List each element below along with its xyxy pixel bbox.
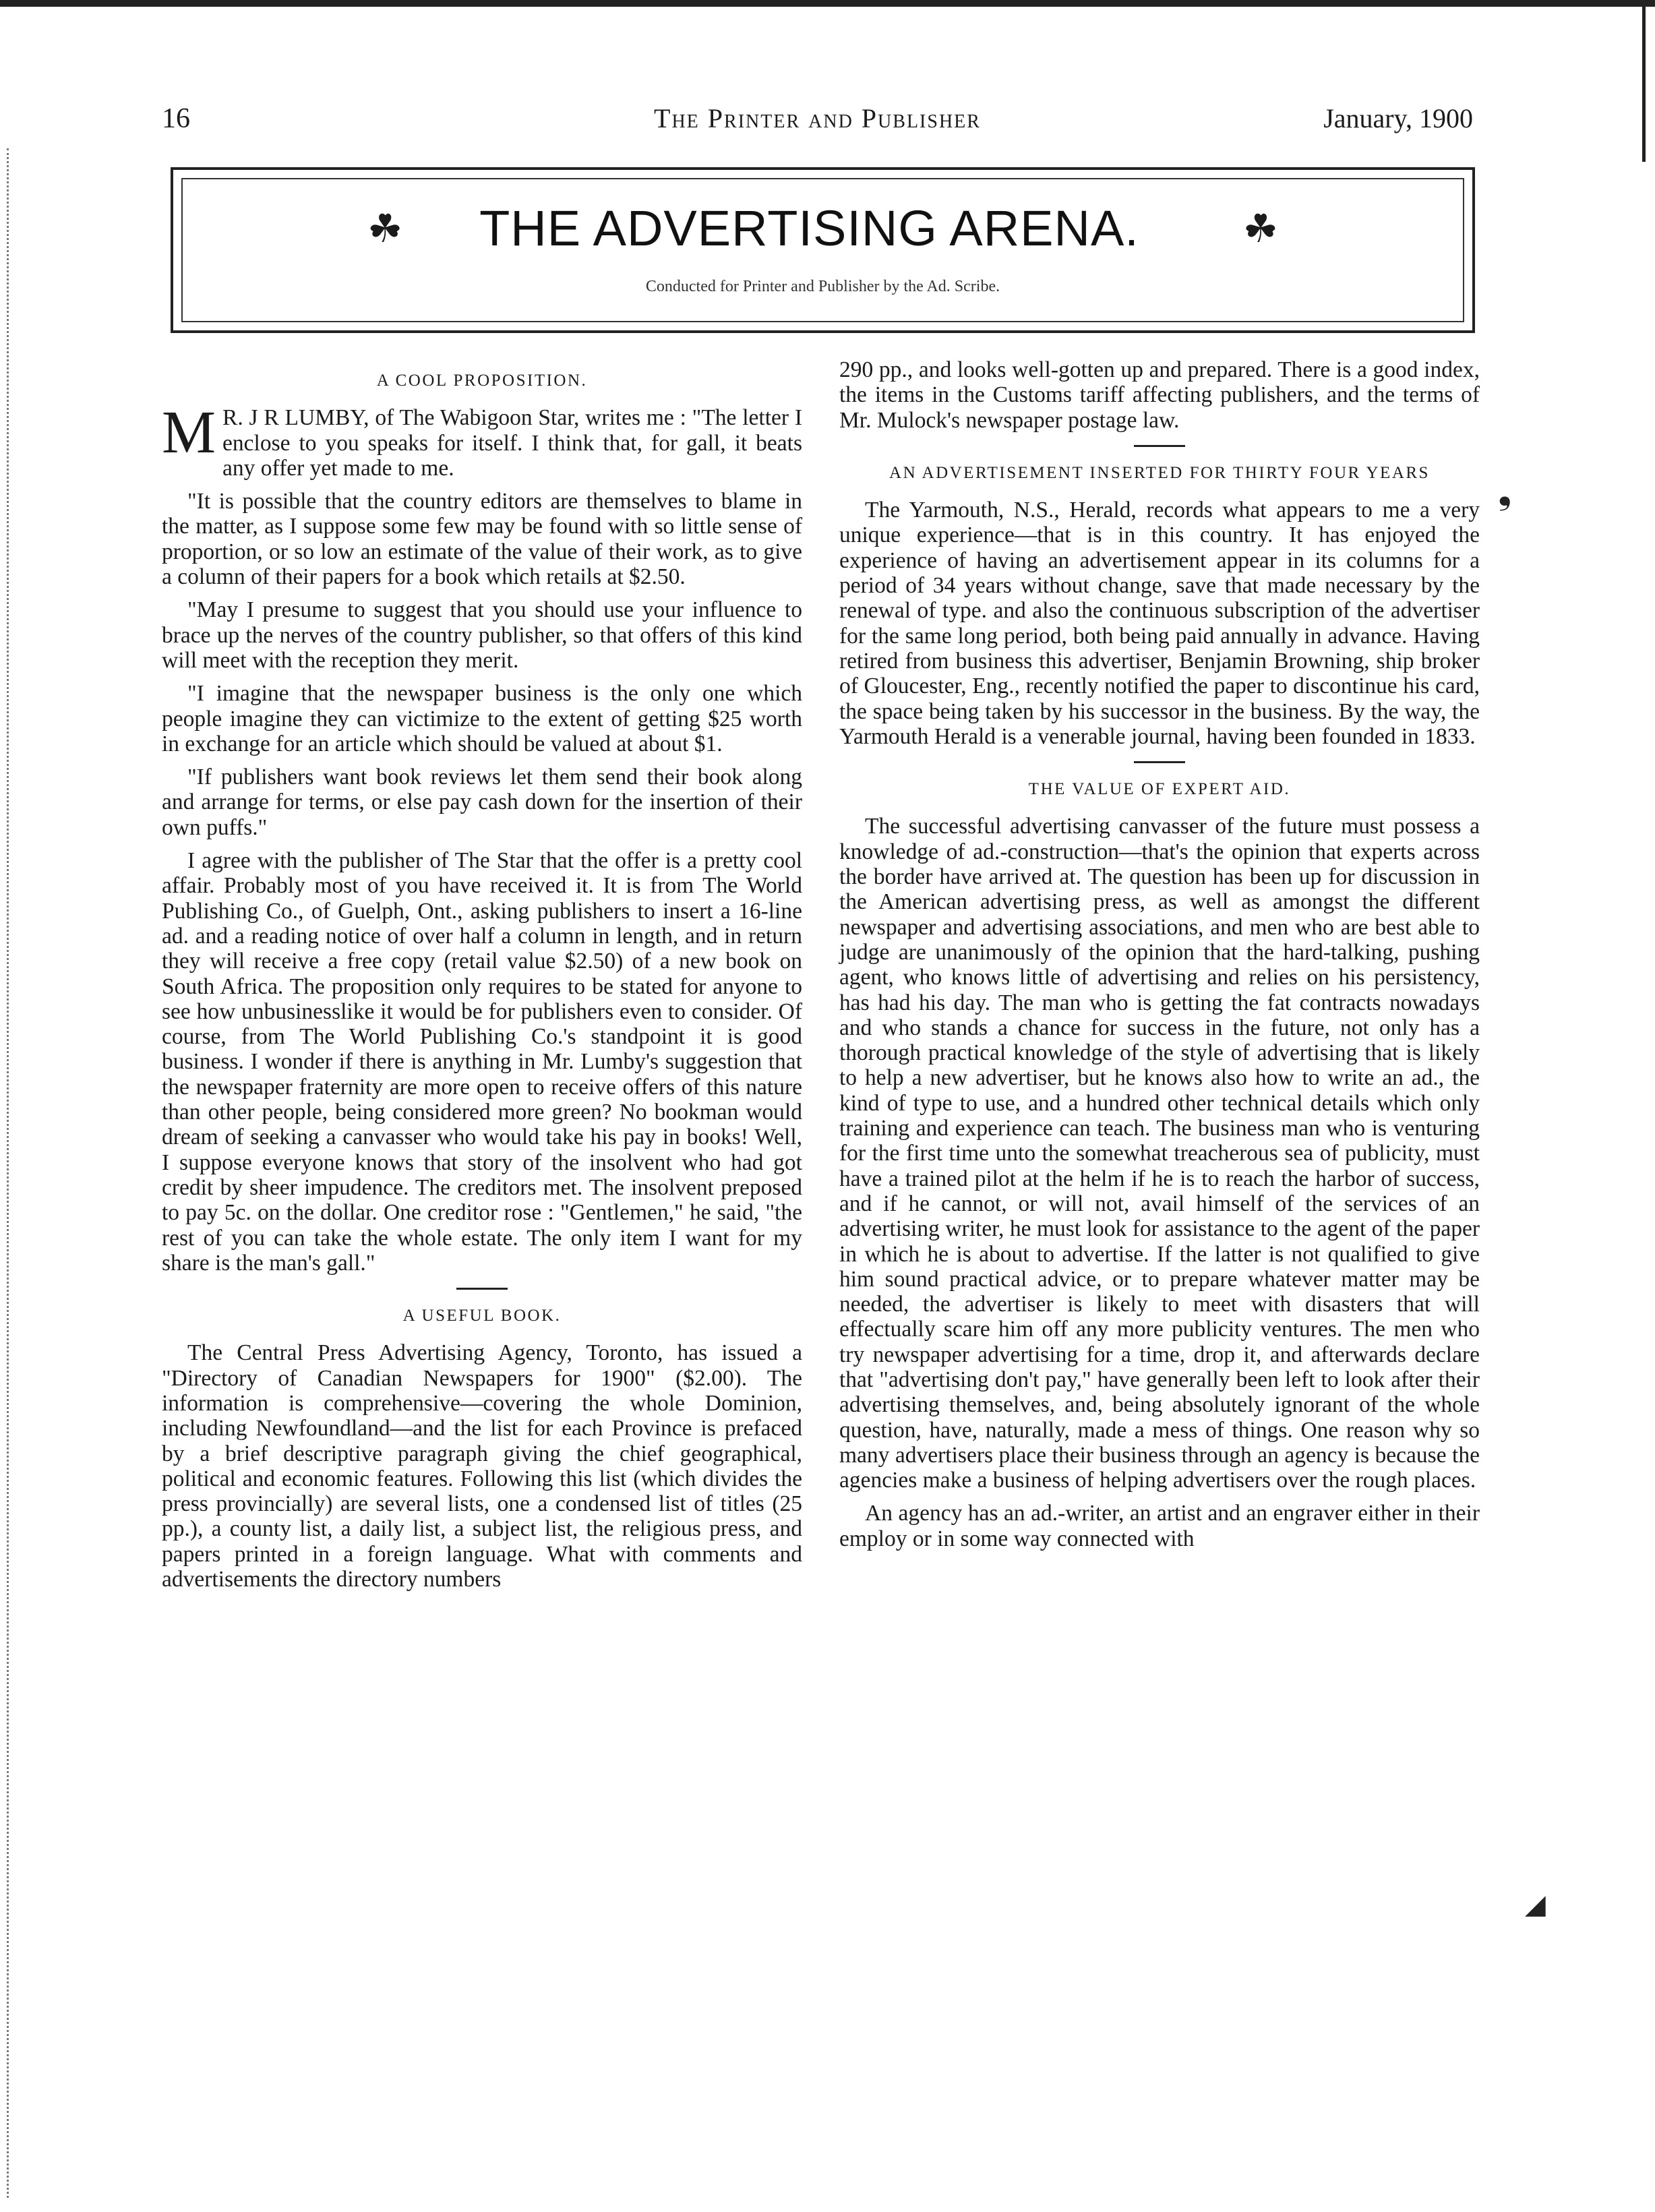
section-divider [1134, 445, 1185, 447]
article-paragraph: The successful advertising canvasser of the future must possess a knowledge of ad.-construction—that's the opinion that experts across the border have arrived at. The question has been up for discussion in the American advertising press, as well as amongst the different newspaper and advertising associations, and men who are best able to judge are unanimously of the opinion that the hard-talking, pushing agent, who knows little of advertising and relies on his persistency, has had his day. The man who is getting the fat contracts nowadays and who stands a chance for success in the future, not only has a thorough practical knowledge of the style of advertising that is likely to help a new advertiser, but he knows also how to write an ad., the kind of type to use, and a hundred other technical details which only training and experience can teach. The business man who is venturing for the first time unto the somewhat treacherous sea of publicity, must have a trained pilot at the helm if he is to reach the harbor of success, and if he cannot, or will not, avail himself of the services of an advertising writer, he must look for assistance to the agent of the paper in which he is about to advertise. If the latter is not qualified to give him sound practical advice, or to prepare whatever matter may be needed, the advertiser is likely to meet with disasters that will effectually scare him off any more publicity ventures. The men who try newspaper advertising for a time, drop it, and afterwards declare that "advertising don't pay," have generally been left to look after their advertising themselves, and, being absolutely ignorant of the whole question, have, naturally, made a mess of things. One reason why so many advertisers place their business through an agency is because the agencies make a business of helping advertisers over the rough places. [839, 814, 1480, 1493]
heading-thirty-four-years: AN ADVERTISEMENT INSERTED FOR THIRTY FOUR YEARS [889, 463, 1430, 482]
margin-ink-mark-top: ❟ [1498, 473, 1512, 512]
publication-title: The Printer and Publisher [654, 103, 981, 133]
article-paragraph: "May I presume to suggest that you should use your influence to brace up the nerves of the country publisher, so that offers of this kind will meet with the reception they merit. [162, 597, 802, 673]
article-paragraph: The Yarmouth, N.S., Herald, records what appears to me a very unique experience—that is in this country. It has enjoyed the experience of having an advertisement appear in its columns for a period of 34 years without change, save that made necessary by the renewal of type. and also the continuous subscription of the advertiser for the same long period, both being paid annually in advance. Having retired from business this advertiser, Benjamin Browning, ship broker of Gloucester, Eng., recently notified the paper to discontinue his card, the space being taken by his successor in the business. By the way, the Yarmouth Herald is a venerable journal, having been founded in 1833. [839, 498, 1480, 749]
left-edge-scan-marks [7, 148, 13, 2198]
leaf-ornament-left-icon: ☘ [367, 206, 403, 251]
margin-ink-mark-bottom: ◢ [1525, 1889, 1546, 1919]
article-paragraph: MR. J R LUMBY, of The Wabigoon Star, writes me : "The letter I enclose to you speaks for itself. I think that, for gall, it beats any offer yet made to me. [162, 399, 802, 481]
article-paragraph: "It is possible that the country editors are themselves to blame in the matter, as I suppose some few may be found with so little sense of proportion, or so low an estimate of the value of their work, as to give a column of their papers for a book which retails at $2.50. [162, 489, 802, 590]
right-column [839, 357, 1480, 1559]
leaf-ornament-right-icon: ☘ [1242, 206, 1278, 251]
section-title: THE ADVERTISING ARENA. [479, 200, 1139, 256]
heading-expert-aid: THE VALUE OF EXPERT AID. [1028, 780, 1291, 799]
issue-date: January, 1900 [1323, 103, 1473, 133]
article-paragraph: An agency has an ad.-writer, an artist and an engraver either in their employ or in some way connected with [839, 1501, 1480, 1551]
heading-cool-proposition: A COOL PROPOSITION. [376, 371, 588, 390]
section-banner [171, 167, 1475, 333]
running-head [162, 102, 1473, 150]
section-divider [456, 1288, 508, 1290]
section-subtitle: Conducted for Printer and Publisher by the Ad. Scribe. [645, 278, 1000, 295]
article-paragraph: "I imagine that the newspaper business is the only one which people imagine they can victimize to the extent of getting $25 worth in exchange for an article which should be valued at about $1. [162, 681, 802, 756]
article-paragraph-continued: 290 pp., and looks well-gotten up and prepared. There is a good index, the items in the Customs tariff affecting publishers, and the terms of Mr. Mulock's newspaper postage law. [839, 357, 1480, 433]
banner-title-row [173, 200, 1472, 257]
right-border-rule [1642, 0, 1646, 162]
article-paragraph: I agree with the publisher of The Star that the offer is a pretty cool affair. Probably most of you have received it. It is from The World Publishing Co., of Guelph, Ont., asking publishers to insert a 16-line ad. and a reading notice of over half a column in length, and in return they will receive a free copy (retail value $2.50) of a new book on South Africa. The proposition only requires to be stated for anyone to see how unbusinesslike it would be for publishers even to consider. Of course, from The World Publishing Co.'s standpoint it is good business. I wonder if there is anything in Mr. Lumby's suggestion that the newspaper fraternity are more open to receive offers of this nature than other people, being considered more green? No bookman would dream of seeking a canvasser who would take his pay in books! Well, I suppose everyone knows that story of the insolvent who had got credit by sheer impudence. The creditors met. The insolvent preposed to pay 5c. on the dollar. One creditor rose : "Gentlemen," he said, "the rest of you can take the whole estate. The only item I want for my share is the man's gall." [162, 848, 802, 1276]
section-divider [1134, 761, 1185, 763]
heading-useful-book: A USEFUL BOOK. [402, 1307, 562, 1325]
left-column [162, 357, 802, 1600]
article-paragraph: The Central Press Advertising Agency, Toronto, has issued a "Directory of Canadian Newspapers for 1900" ($2.00). The information is comprehensive—covering the whole Dominion, including Newfoundland—and the list for each Province is prefaced by a brief descriptive paragraph giving the chief geographical, political and economic features. Following this list (which divides the press provincially) are several lists, one a condensed list of titles (25 pp.), a county list, a daily list, a subject list, the religious press, and papers printed in a foreign language. What with comments and advertisements the directory numbers [162, 1340, 802, 1592]
article-paragraph: "If publishers want book reviews let them send their book along and arrange for terms, or else pay cash down for the insertion of their own puffs." [162, 765, 802, 840]
top-border-rule [0, 0, 1655, 7]
page-number: 16 [162, 103, 190, 134]
